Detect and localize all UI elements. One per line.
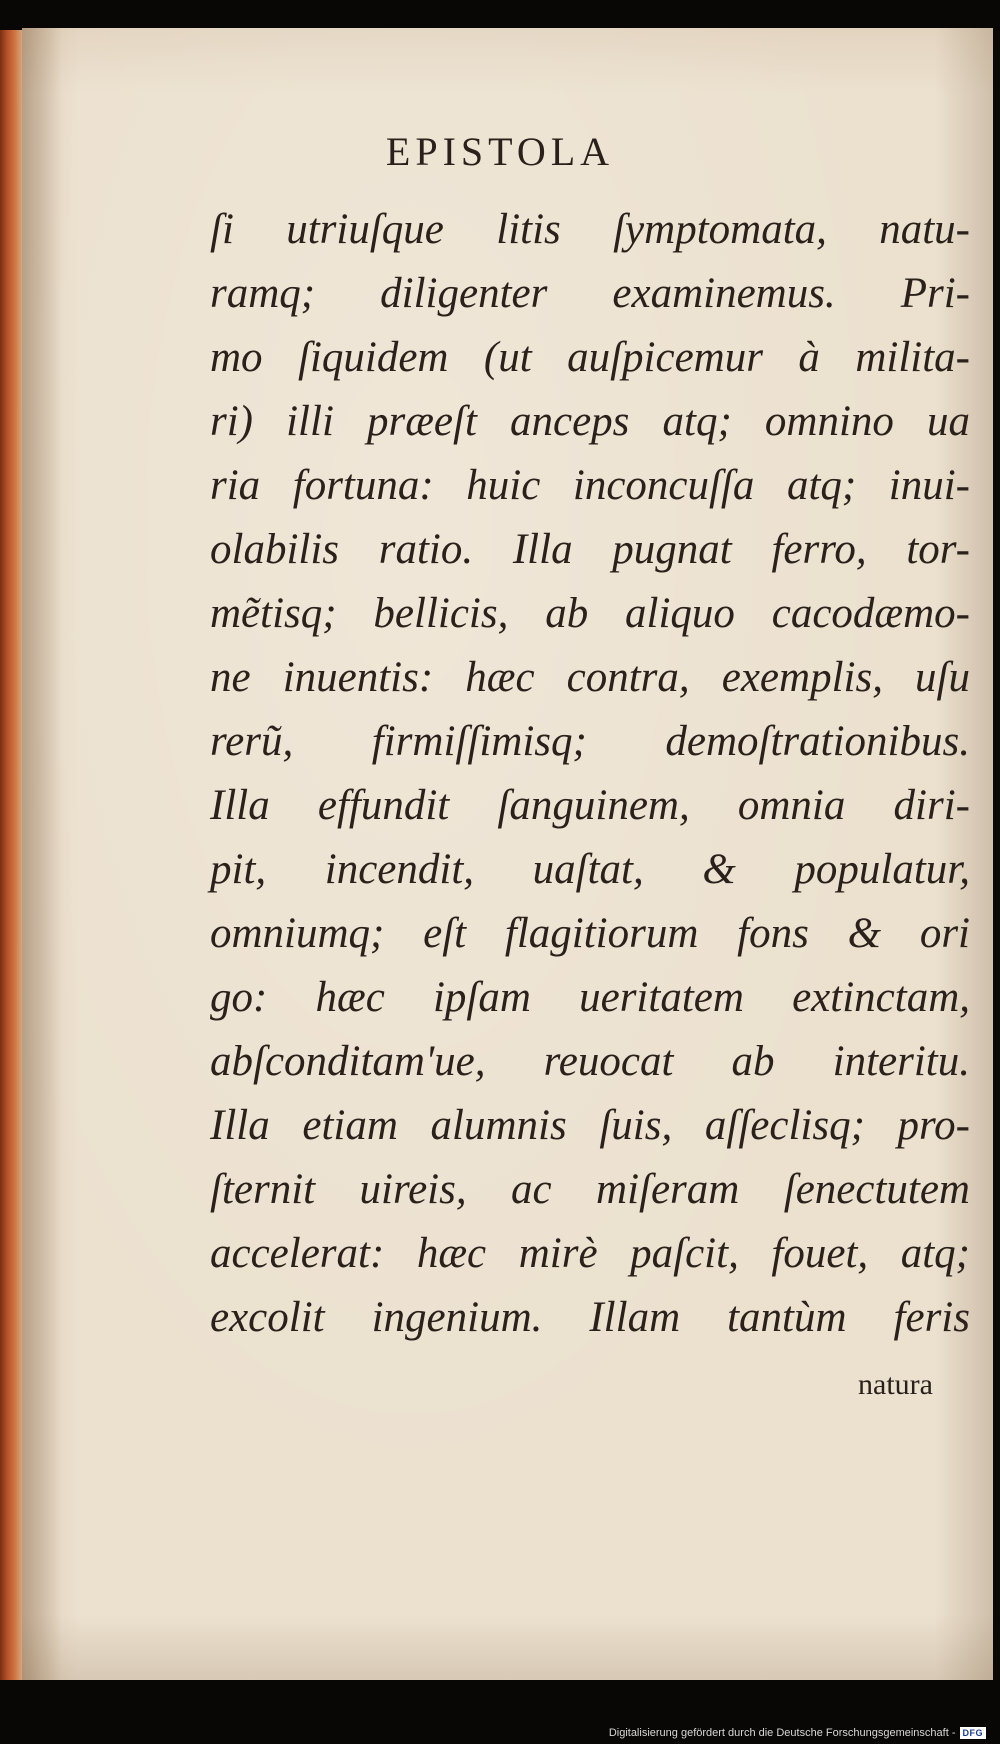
catchword: natura bbox=[858, 1368, 933, 1401]
text-line: ſi utriuſque litis ſymptomata, natu- bbox=[210, 206, 970, 253]
text-line: excolit ingenium. Illam tantùm feris bbox=[210, 1294, 970, 1341]
text-line: Illa etiam alumnis ſuis, aſſeclisq; pro- bbox=[210, 1102, 970, 1149]
dfg-logo-icon: DFG bbox=[960, 1727, 987, 1739]
page-edge-left bbox=[0, 30, 22, 1680]
text-line: omniumq; eſt flagitiorum fons & ori bbox=[210, 910, 970, 957]
text-line: olabilis ratio. Illa pugnat ferro, tor- bbox=[210, 526, 970, 573]
text-line: rerũ, firmiſſimisq; demoſtrationibus. bbox=[210, 718, 970, 765]
text-line: Illa effundit ſanguinem, omnia diri- bbox=[210, 782, 970, 829]
text-line: accelerat: hæc mirè paſcit, fouet, atq; bbox=[210, 1230, 970, 1277]
text-line: mẽtisq; bellicis, ab aliquo cacodæmo- bbox=[210, 590, 970, 637]
text-line: go: hæc ipſam ueritatem extinctam, bbox=[210, 974, 970, 1021]
spine-shadow bbox=[22, 28, 62, 1680]
text-line: pit, incendit, uaſtat, & populatur, bbox=[210, 846, 970, 893]
credit-text: Digitalisierung gefördert durch die Deutsche Forschungsgemeinschaft - bbox=[608, 1727, 956, 1739]
text-line: ſternit uireis, ac miſeram ſenectutem bbox=[210, 1166, 970, 1213]
text-line: ne inuentis: hæc contra, exemplis, uſu bbox=[210, 654, 970, 701]
text-line: ria fortuna: huic inconcuſſa atq; inui- bbox=[210, 462, 970, 509]
body-text bbox=[210, 198, 970, 1350]
text-line: mo ſiquidem (ut auſpicemur à milita- bbox=[210, 334, 970, 381]
text-line: ri) illi præeſt anceps atq; omnino ua bbox=[210, 398, 970, 445]
top-scan-border bbox=[0, 0, 1000, 30]
digitization-credit bbox=[609, 1727, 986, 1739]
text-line: ramq; diligenter examinemus. Pri- bbox=[210, 270, 970, 317]
text-line: abſconditam'ue, reuocat ab interitu. bbox=[210, 1038, 970, 1085]
running-head: EPISTOLA bbox=[385, 129, 615, 174]
